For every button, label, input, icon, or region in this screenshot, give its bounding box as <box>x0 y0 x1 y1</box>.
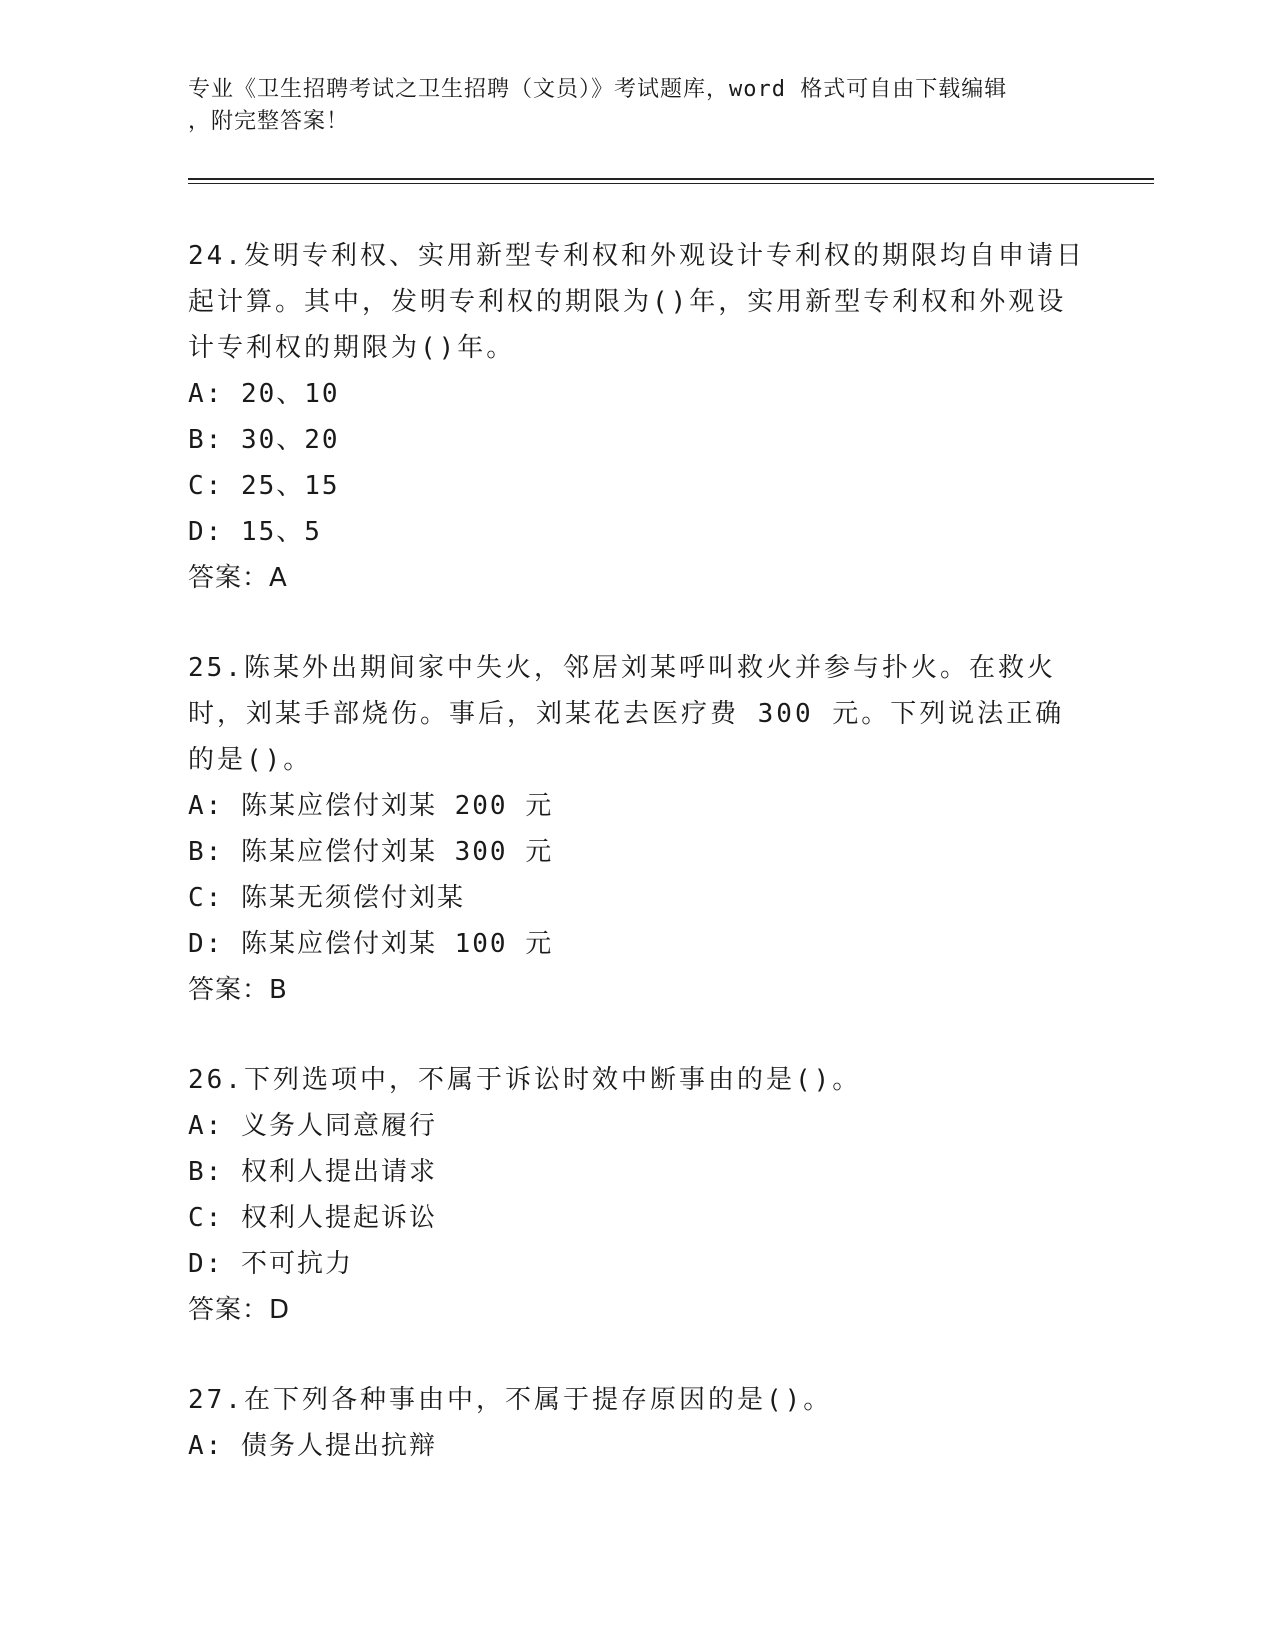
option-b: B: 30、20 <box>188 425 340 455</box>
question-26 <box>188 1057 1088 1333</box>
option-c: C: 权利人提起诉讼 <box>188 1203 437 1233</box>
answer-line: 答案：B <box>188 975 288 1005</box>
option-b: B: 权利人提出请求 <box>188 1157 437 1187</box>
option-c: C: 25、15 <box>188 471 340 501</box>
option-a: A: 义务人同意履行 <box>188 1111 437 1141</box>
option-a: A: 陈某应偿付刘某 200 元 <box>188 791 554 821</box>
question-list <box>188 233 1088 1513</box>
document-header: 专业《卫生招聘考试之卫生招聘（文员）》考试题库，word 格式可自由下载编辑 ，附完整答案！ <box>188 77 1008 134</box>
header-divider-thin <box>188 183 1154 184</box>
option-b: B: 陈某应偿付刘某 300 元 <box>188 837 554 867</box>
question-25 <box>188 645 1088 1013</box>
option-a: A: 20、10 <box>188 379 340 409</box>
option-c: C: 陈某无须偿付刘某 <box>188 883 465 913</box>
question-24 <box>188 233 1088 601</box>
option-d: D: 陈某应偿付刘某 100 元 <box>188 929 554 959</box>
answer-line: 答案：D <box>188 1295 291 1325</box>
option-a: A: 债务人提出抗辩 <box>188 1431 437 1461</box>
option-d: D: 15、5 <box>188 517 322 547</box>
question-stem: 27.在下列各种事由中，不属于提存原因的是()。 <box>188 1385 833 1415</box>
question-stem: 24.发明专利权、实用新型专利权和外观设计专利权的期限均自申请日起计算。其中，发明专利权的期限为()年，实用新型专利权和外观设计专利权的期限为()年。 <box>188 241 1085 363</box>
question-27 <box>188 1377 1088 1469</box>
header-divider-thick <box>188 178 1154 180</box>
question-stem: 25.陈某外出期间家中失火，邻居刘某呼叫救火并参与扑火。在救火时，刘某手部烧伤。事后，刘某花去医疗费 300 元。下列说法正确的是()。 <box>188 653 1065 775</box>
answer-line: 答案：A <box>188 563 288 593</box>
option-d: D: 不可抗力 <box>188 1249 353 1279</box>
question-stem: 26.下列选项中，不属于诉讼时效中断事由的是()。 <box>188 1065 862 1095</box>
